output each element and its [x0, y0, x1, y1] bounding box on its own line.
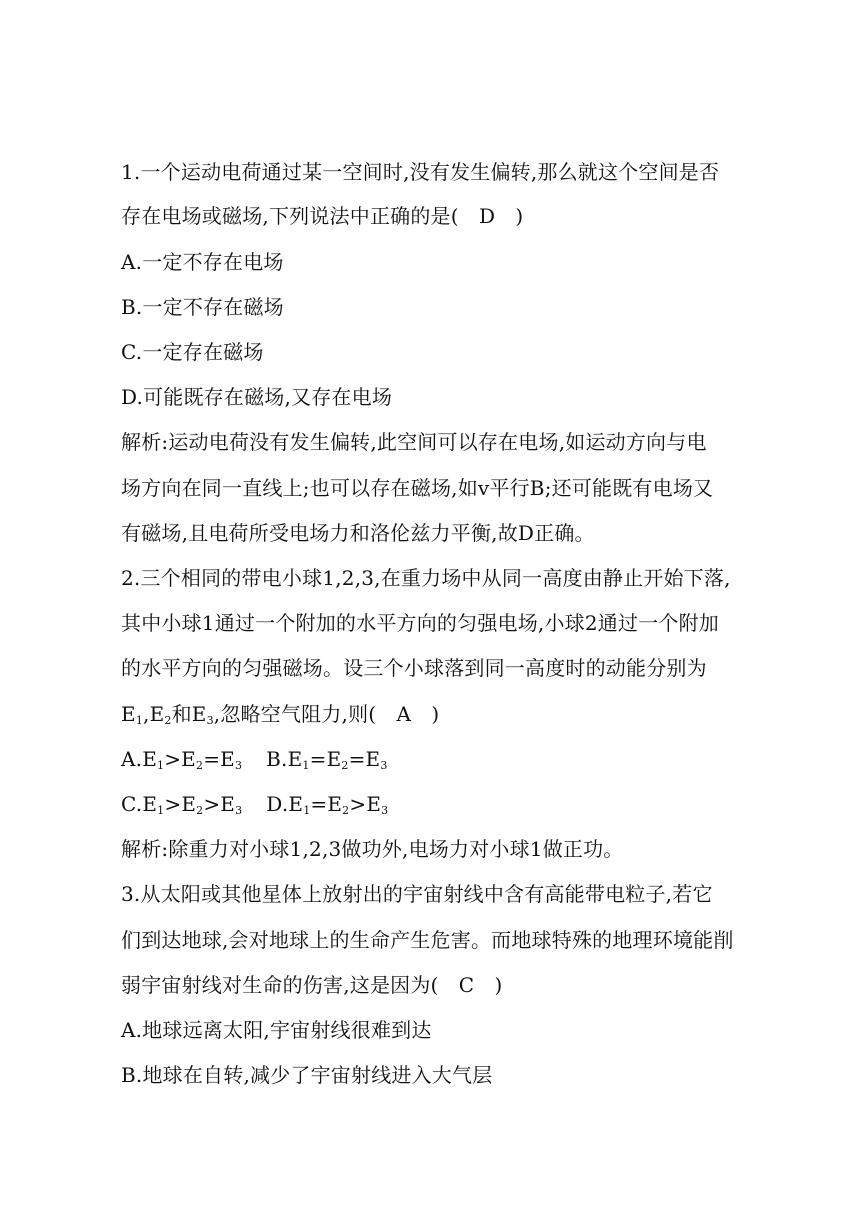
- q1-analysis-line-3: 有磁场,且电荷所受电场力和洛伦兹力平衡,故D正确。: [121, 521, 595, 545]
- q2-stem4-rest: ,忽略空气阻力,则( A ): [213, 702, 440, 726]
- q2-stem-line-3: 的水平方向的匀强磁场。设三个小球落到同一高度时的动能分别为: [121, 656, 707, 680]
- q1-analysis-line-2: 场方向在同一直线上;也可以存在磁场,如v平行B;还可能既有电场又: [121, 476, 714, 500]
- q2-opt-c-s3: 3: [235, 804, 243, 817]
- q1-option-c: C.一定存在磁场: [121, 340, 264, 364]
- q1-stem-line-2: 存在电场或磁场,下列说法中正确的是( D ): [121, 204, 524, 228]
- q2-stem4-and: 和E: [171, 702, 207, 726]
- q2-opt-a-label: A.E: [121, 747, 158, 771]
- q1-option-a: A.一定不存在电场: [121, 250, 284, 274]
- q3-stem-line-1: 3.从太阳或其他星体上放射出的宇宙射线中含有高能带电粒子,若它: [121, 882, 713, 906]
- q2-opt-a-s3: 3: [234, 759, 243, 772]
- q1-analysis-line-1: 解析:运动电荷没有发生偏转,此空间可以存在电场,如运动方向与电: [121, 430, 707, 454]
- q2-stem-line-4: [121, 700, 761, 728]
- q2-opt-b-op1: =E: [309, 747, 342, 771]
- q2-stem-line-2: 其中小球1通过一个附加的水平方向的匀强电场,小球2通过一个附加: [121, 611, 720, 635]
- q2-stem4-sub1: 1: [135, 714, 144, 727]
- q2-opt-d-op1: =E: [310, 792, 343, 816]
- q2-opt-c-s1: 1: [157, 804, 165, 817]
- q2-option-d: [266, 792, 388, 816]
- q2-analysis-line-1: 解析:除重力对小球1,2,3做功外,电场力对小球1做正功。: [121, 837, 624, 861]
- q2-opt-a-op1: >E: [164, 747, 196, 771]
- q2-opt-b-s3: 3: [380, 759, 388, 772]
- q2-stem-line-1: 2.三个相同的带电小球1,2,3,在重力场中从同一高度由静止开始下落,: [121, 566, 731, 590]
- q1-stem-line-1: 1.一个运动电荷通过某一空间时,没有发生偏转,那么就这个空间是否: [121, 160, 720, 184]
- q2-opt-d-s1: 1: [303, 804, 311, 817]
- q2-stem4-comma: ,E: [143, 702, 165, 726]
- q2-opt-c-op1: >E: [164, 792, 197, 816]
- q1-option-d: D.可能既存在磁场,又存在电场: [121, 385, 393, 409]
- q2-opt-a-op2: =E: [203, 747, 235, 771]
- q2-opt-b-s2: 2: [341, 759, 349, 772]
- q2-stem4-sub2: 2: [164, 714, 172, 727]
- q2-opt-b-s1: 1: [302, 759, 310, 772]
- q2-options-row-1: [121, 745, 761, 773]
- q1-option-b: B.一定不存在磁场: [121, 295, 284, 319]
- q3-stem-line-3: 弱宇宙射线对生命的伤害,这是因为( C ): [121, 973, 503, 997]
- q2-opt-b-label: B.E: [266, 747, 303, 771]
- q3-option-b: B.地球在自转,减少了宇宙射线进入大气层: [121, 1063, 493, 1087]
- q2-opt-c-op2: >E: [203, 792, 236, 816]
- q2-stem4-e: E: [121, 702, 136, 726]
- q2-opt-c-s2: 2: [196, 804, 204, 817]
- q2-option-a: [121, 747, 242, 771]
- q3-option-a: A.地球远离太阳,宇宙射线很难到达: [121, 1018, 432, 1042]
- q2-option-c: [121, 792, 242, 816]
- q2-opt-d-s2: 2: [342, 804, 350, 817]
- q3-stem-line-2: 们到达地球,会对地球上的生命产生危害。而地球特殊的地理环境能削: [121, 928, 734, 952]
- q2-option-b: [266, 747, 387, 771]
- q2-opt-a-s2: 2: [195, 759, 204, 772]
- q2-opt-d-label: D.E: [266, 792, 304, 816]
- q2-stem4-sub3: 3: [206, 714, 214, 727]
- q2-opt-b-op2: =E: [348, 747, 381, 771]
- q2-opt-d-op2: >E: [349, 792, 382, 816]
- q2-opt-d-s3: 3: [381, 804, 389, 817]
- q2-options-row-2: [121, 790, 761, 818]
- q2-opt-a-s1: 1: [157, 759, 165, 772]
- q2-opt-c-label: C.E: [121, 792, 158, 816]
